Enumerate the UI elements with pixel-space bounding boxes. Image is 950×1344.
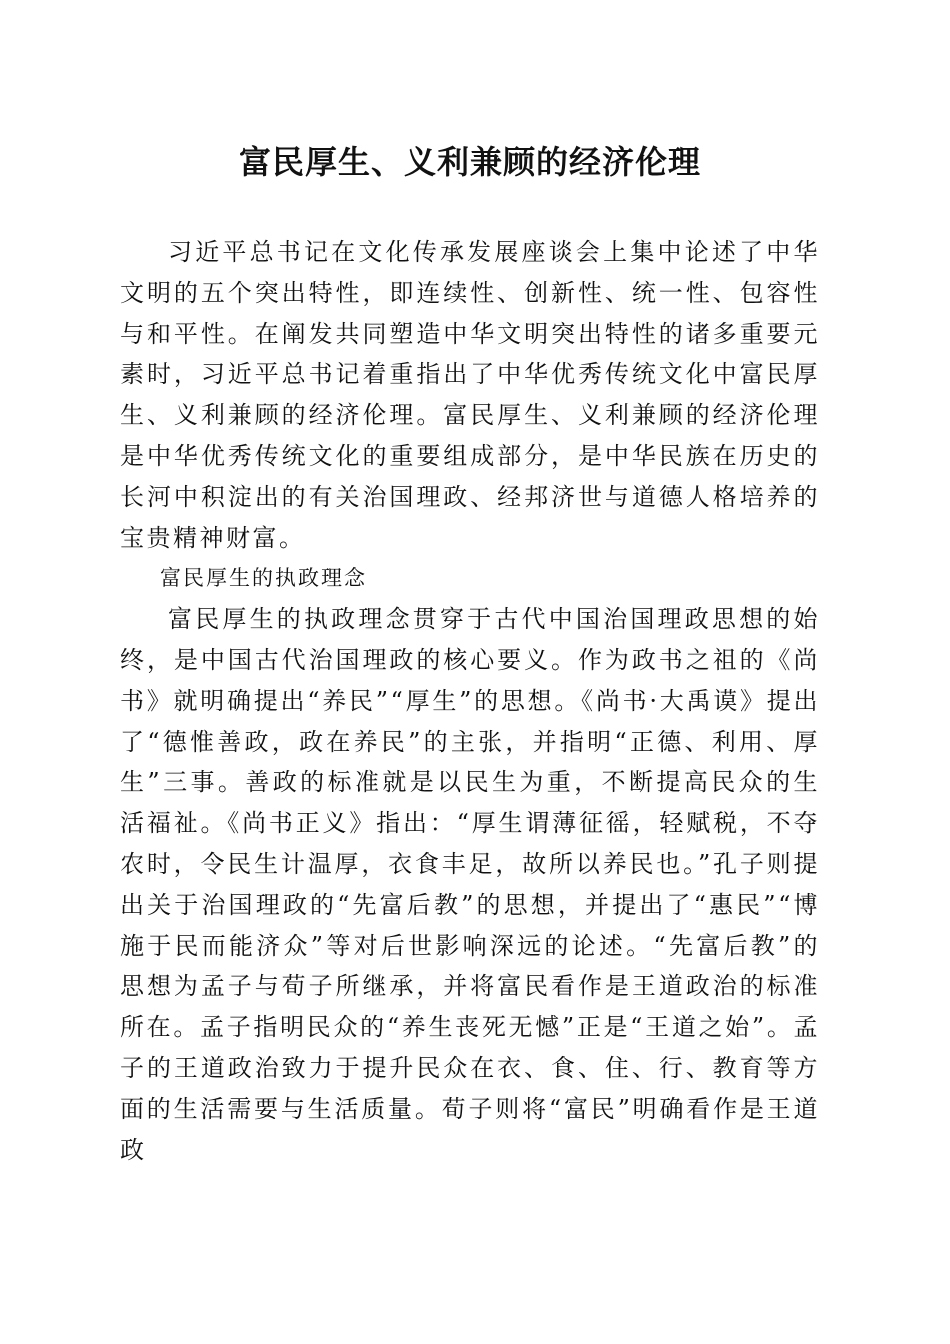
document-body — [120, 232, 820, 1170]
document-title: 富民厚生、义利兼顾的经济伦理 — [238, 143, 701, 181]
intro-paragraph: 习近平总书记在文化传承发展座谈会上集中论述了中华文明的五个突出特性，即连续性、创新性、统一性、包容性与和平性。在阐发共同塑造中华文明突出特性的诸多重要元素时，习近平总书记着重指出了中华优秀传统文化中富民厚生、义利兼顾的经济伦理。富民厚生、义利兼顾的经济伦理是中华优秀传统文化的重要组成部分，是中华民族在历史的长河中积淀出的有关治国理政、经邦济世与道德人格培养的宝贵精神财富。 — [120, 238, 820, 552]
section-paragraph: 富民厚生的执政理念贯穿于古代中国治国理政思想的始终，是中国古代治国理政的核心要义。作为政书之祖的《尚书》就明确提出“养民”“厚生”的思想。《尚书·大禹谟》提出了“德惟善政，政在养民”的主张，并指明“正德、利用、厚生”三事。善政的标准就是以民生为重，不断提高民众的生活福祉。《尚书正义》指出：“厚生谓薄征徭，轻赋税，不夺农时，令民生计温厚，衣食丰足，故所以养民也。”孔子则提出关于治国理政的“先富后教”的思想，并提出了“惠民”“博施于民而能济众”等对后世影响深远的论述。“先富后教”的思想为孟子与荀子所继承，并将富民看作是王道政治的标准所在。孟子指明民众的“养生丧死无憾”正是“王道之始”。孟子的王道政治致力于提升民众在衣、食、住、行、教育等方面的生活需要与生活质量。荀子则将“富民”明确看作是王道政 — [120, 605, 820, 1164]
section-heading: 富民厚生的执政理念 — [160, 566, 367, 591]
